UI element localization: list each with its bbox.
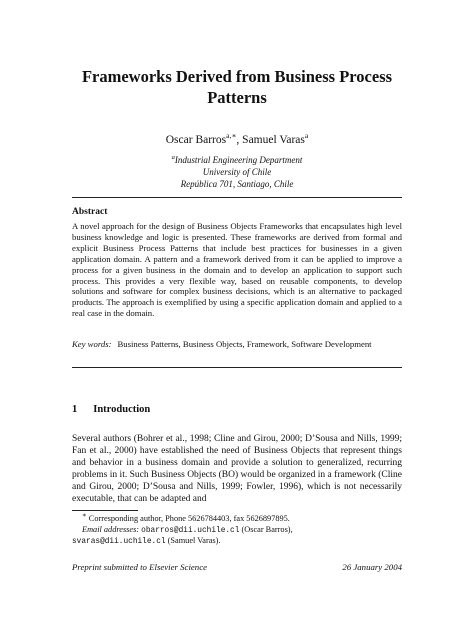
keywords-label: Key words:: [72, 339, 112, 349]
author-list: [60, 131, 414, 146]
keywords-list: Business Patterns, Business Objects, Framework, Software Development: [117, 339, 372, 349]
author-separator: ,: [236, 133, 243, 146]
email-owner: (Samuel Varas).: [165, 536, 221, 546]
footnote-emails-cont: [72, 536, 402, 548]
section-heading: [72, 404, 150, 415]
title-line-1: Frameworks Derived from Business Process: [81, 67, 393, 86]
footnotes: [72, 511, 402, 548]
footnote-corresponding: [72, 511, 402, 525]
affiliation-mark: a: [171, 154, 175, 161]
footer-date: 26 January 2004: [342, 562, 402, 572]
footer-submission-note: Preprint submitted to Elsevier Science: [72, 562, 208, 572]
author-mark: a,∗: [226, 131, 237, 140]
footnote-text: Corresponding author, Phone 5626784403, fax 5626897895.: [88, 513, 290, 523]
title-line-2: Patterns: [207, 88, 267, 107]
footnote-mark: ∗: [82, 512, 87, 519]
paper-title: [60, 66, 414, 108]
author-mark: a: [304, 131, 309, 140]
author-name: Samuel Varas: [242, 133, 305, 146]
affiliation-line: República 701, Santiago, Chile: [180, 179, 294, 189]
affiliation-line: University of Chile: [202, 167, 272, 177]
abstract-top-rule: [72, 197, 402, 198]
keywords: [72, 339, 402, 350]
abstract-text: A novel approach for the design of Business Objects Frameworks that encapsulates high level business knowledge and logic is presented. These frameworks are derived from formal and explicit Business Process Patterns that include best practices for businesses in a given application domain. A pattern and a framework derived from it can be applied to improve a process for a given business in the domain and to develop an application to support such process. This provides a very flexible way, based on reusable components, to develop solutions and software for complex business decisions, which is an alternative to packaged products. The approach is exemplified by using a specific application domain and applied to a real case in the domain.: [72, 221, 402, 319]
author-name: Oscar Barros: [165, 133, 227, 146]
email-owner: (Oscar Barros),: [239, 524, 293, 534]
email-link[interactable]: svaras@dii.uchile.cl: [72, 538, 166, 547]
affiliation-line: Industrial Engineering Department: [174, 155, 303, 165]
introduction-paragraph: Several authors (Bohrer et al., 1998; Cline and Girou, 2000; D’Sousa and Nills, 1999; Fan et al., 2000) have established the need of Business Objects that represent things and behavior in a business domain and provide a solution to generalized, recurring problems in it. Such Business Objects (BO) would be organized in a framework (Cline and Girou, 2000; D’Sousa and Nills, 1999; Fowler, 1996), which is not necessarily executable, that can be adapted and: [72, 434, 402, 504]
email-link[interactable]: obarros@dii.uchile.cl: [141, 526, 240, 535]
footnote-emails: [72, 525, 402, 537]
affiliation: [60, 152, 414, 190]
abstract-bottom-rule: [72, 367, 402, 368]
section-number: 1: [72, 404, 78, 415]
email-label: Email addresses:: [82, 524, 140, 534]
section-title: Introduction: [93, 404, 151, 415]
abstract-heading: Abstract: [72, 207, 108, 217]
